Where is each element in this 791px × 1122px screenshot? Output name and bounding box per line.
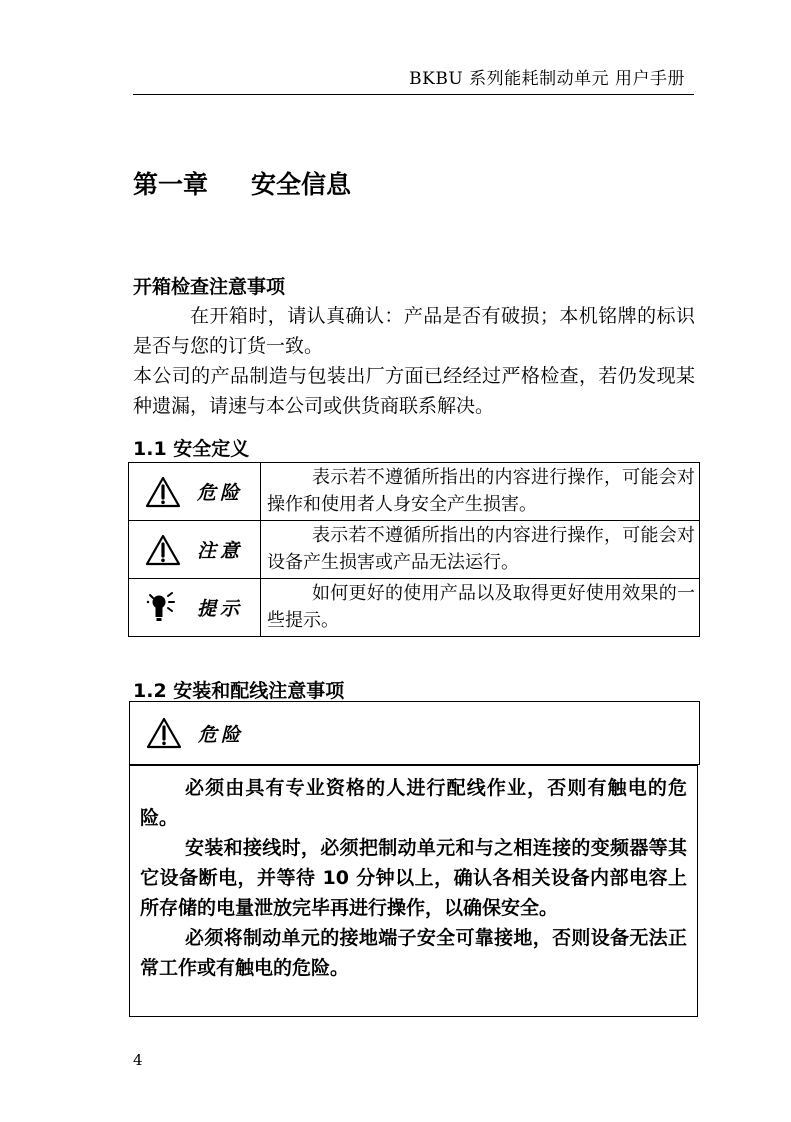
definition-label-danger: 危险 bbox=[197, 482, 244, 504]
chapter-heading bbox=[133, 165, 351, 201]
danger-header-box bbox=[129, 701, 700, 765]
danger-paragraph-1: 必须由具有专业资格的人进行配线作业，否则有触电的危险。 bbox=[140, 777, 687, 829]
page-number: 4 bbox=[133, 1051, 143, 1069]
unboxing-paragraph-1: 在开箱时，请认真确认：产品是否有破损；本机铭牌的标识是否与您的订货一致。 bbox=[133, 305, 695, 357]
warning-triangle-icon bbox=[145, 476, 181, 508]
warning-triangle-icon bbox=[145, 534, 181, 566]
definition-row-danger bbox=[129, 463, 700, 521]
definition-text-caution: 表示若不遵循所指出的内容进行操作，可能会对设备产生损害或产品无法运行。 bbox=[261, 521, 700, 579]
definition-row-caution bbox=[129, 521, 700, 579]
danger-paragraph-2: 安装和接线时，必须把制动单元和与之相连接的变频器等其它设备断电，并等待 10 分钟以上，确认各相关设备内部电容上所存储的电量泄放完毕再进行操作，以确保安全。 bbox=[140, 837, 687, 919]
definition-icon-cell bbox=[129, 463, 261, 521]
header-rule bbox=[133, 94, 694, 95]
header-title: BKBU 系列能耗制动单元 用户手册 bbox=[409, 69, 685, 89]
definition-text-danger: 表示若不遵循所指出的内容进行操作，可能会对操作和使用者人身安全产生损害。 bbox=[261, 463, 700, 521]
danger-paragraph-3: 必须将制动单元的接地端子安全可靠接地，否则设备无法正常工作或有触电的危险。 bbox=[140, 927, 687, 979]
lightbulb-tip-icon bbox=[145, 591, 181, 625]
safety-definition-table bbox=[128, 462, 700, 637]
definition-label-caution: 注意 bbox=[197, 540, 244, 562]
definition-icon-cell bbox=[129, 521, 261, 579]
definition-icon-cell bbox=[129, 579, 261, 637]
chapter-title: 安全信息 bbox=[251, 170, 352, 199]
installation-title: 1.2 安装和配线注意事项 bbox=[133, 680, 345, 702]
unboxing-title: 开箱检查注意事项 bbox=[133, 276, 286, 298]
danger-body-box bbox=[129, 765, 698, 1017]
chapter-number: 第一章 bbox=[133, 170, 209, 199]
unboxing-paragraph-2: 本公司的产品制造与包装出厂方面已经经过严格检查，若仍发现某种遗漏，请速与本公司或供货商联系解决。 bbox=[133, 365, 695, 417]
danger-label: 危险 bbox=[198, 723, 245, 746]
definition-text-tip: 如何更好的使用产品以及取得更好使用效果的一些提示。 bbox=[261, 579, 700, 637]
definition-label-tip: 提示 bbox=[197, 598, 244, 620]
warning-triangle-icon bbox=[146, 717, 182, 749]
definition-row-tip bbox=[129, 579, 700, 637]
safety-definition-title: 1.1 安全定义 bbox=[133, 438, 250, 460]
